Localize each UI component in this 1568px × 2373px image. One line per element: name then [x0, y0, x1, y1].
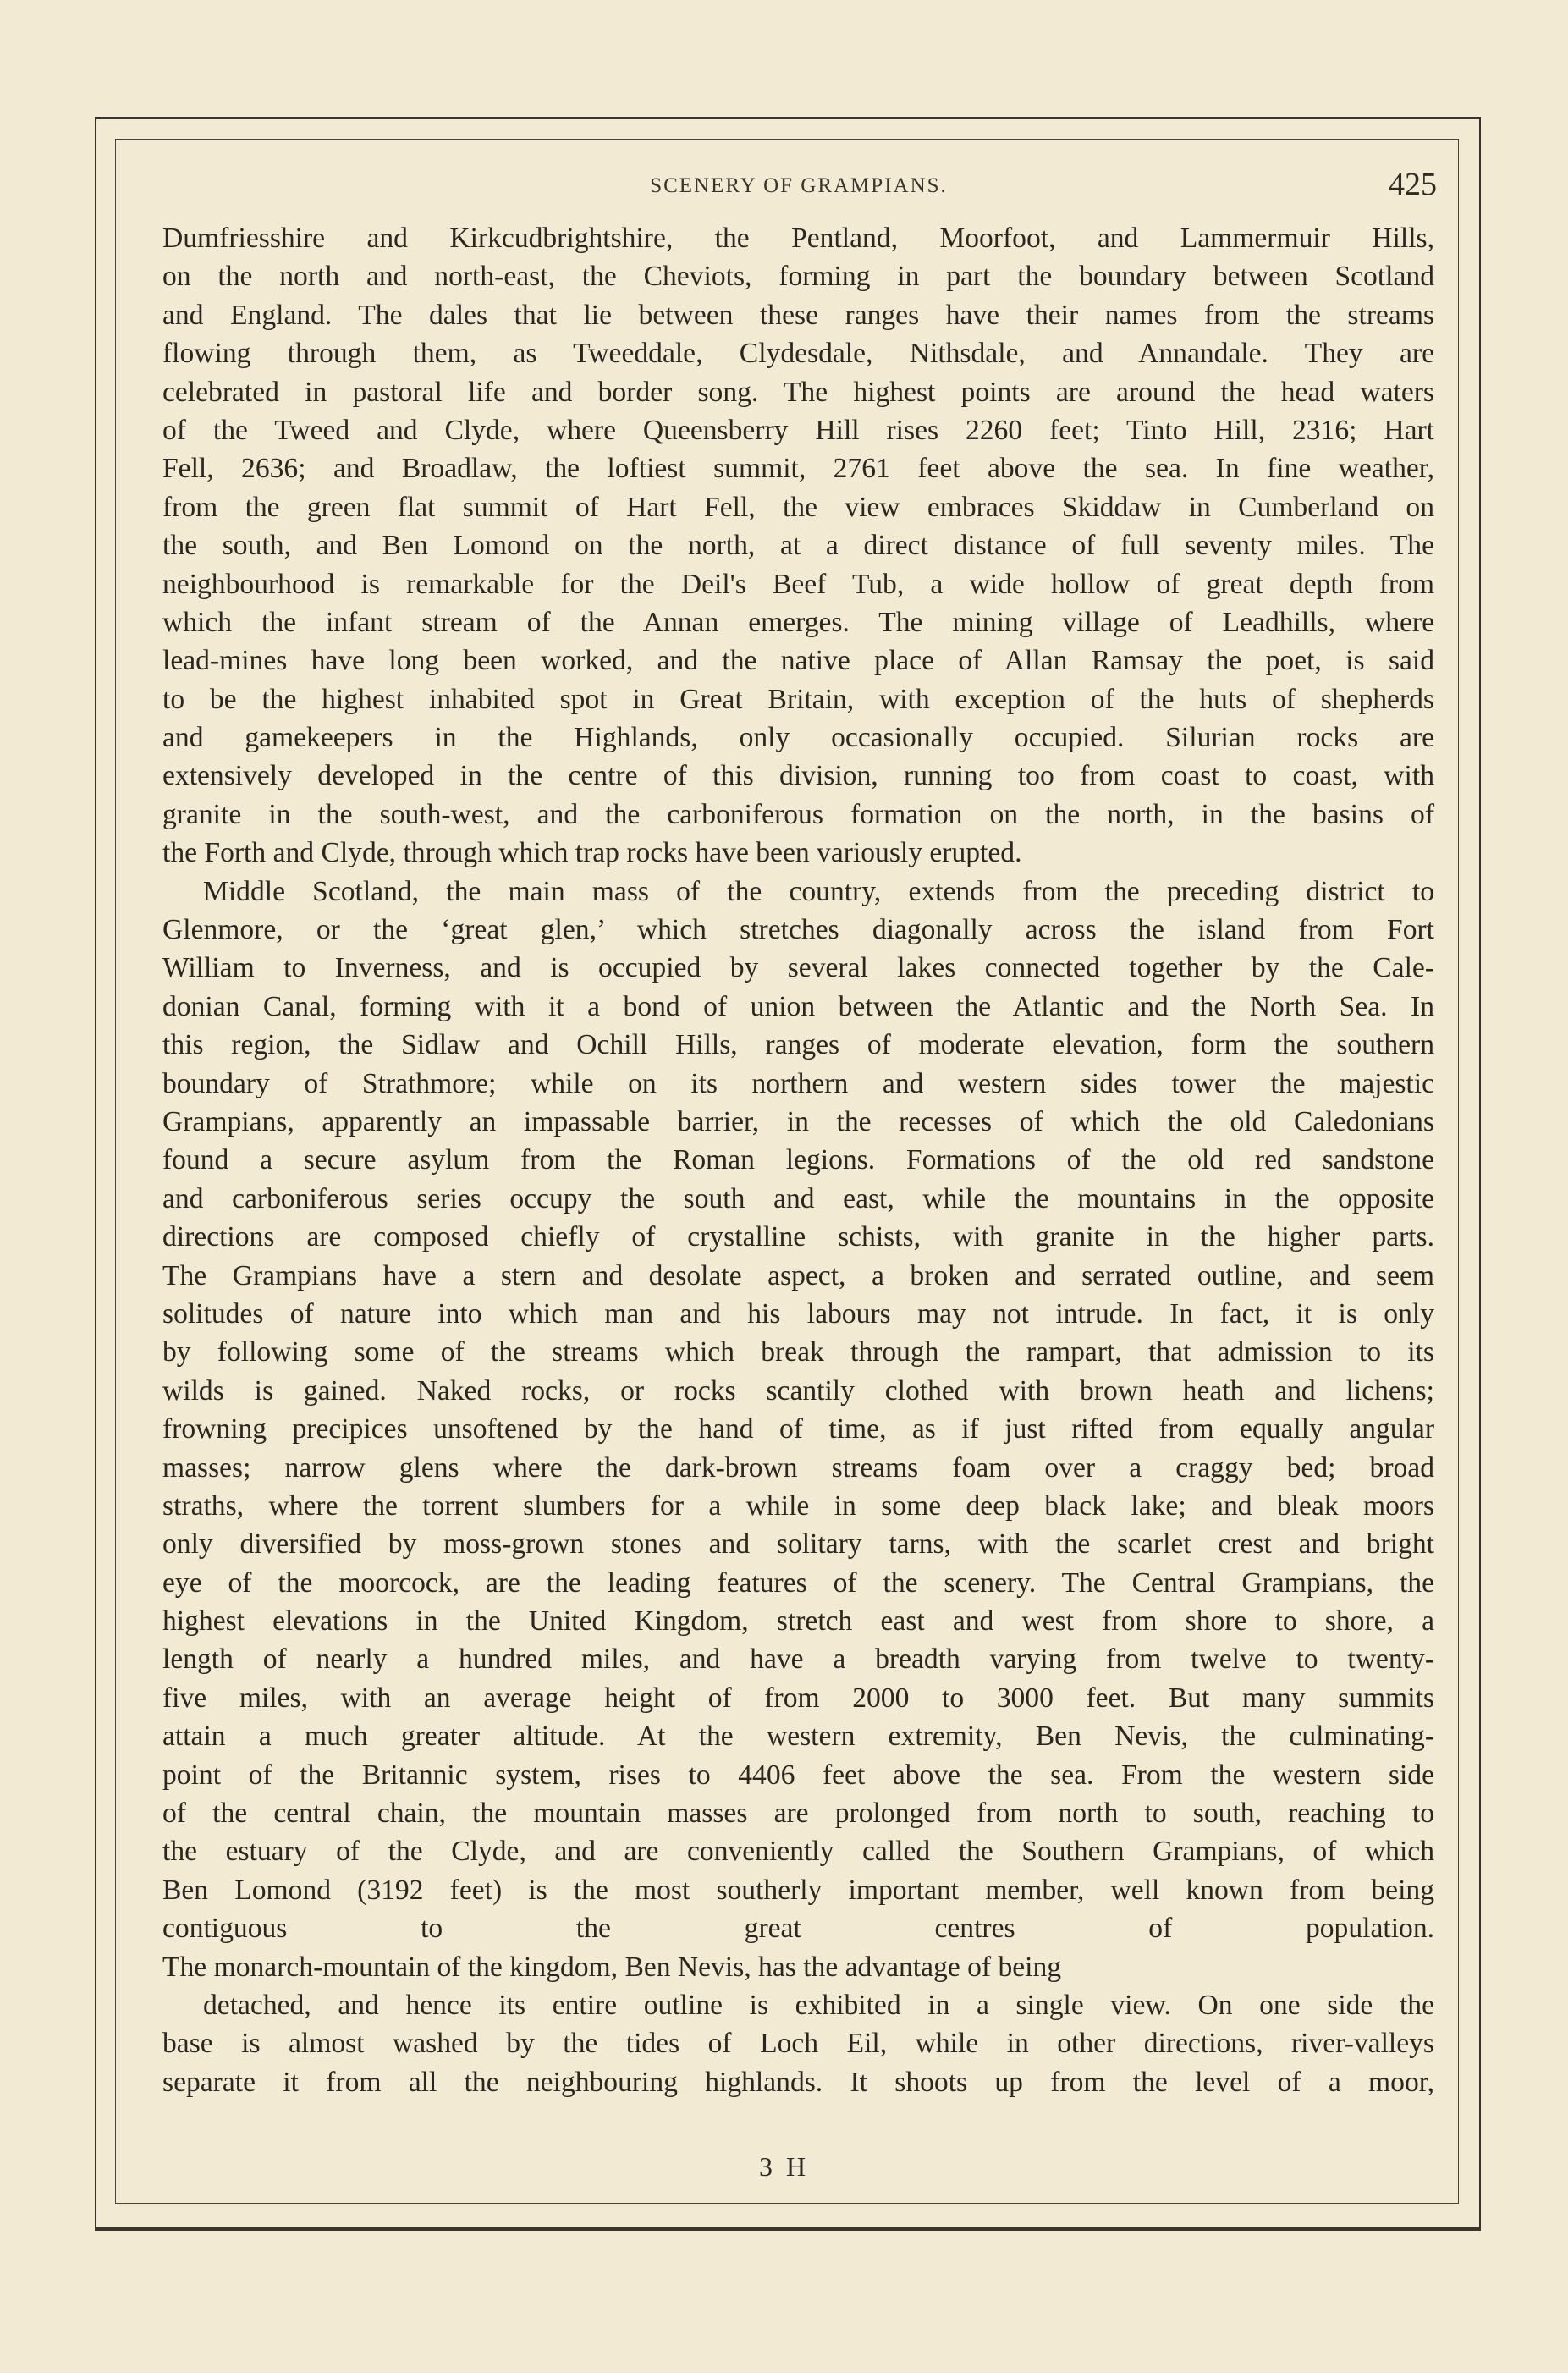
text-line: by following some of the streams which break through the rampart, that admission to its	[162, 1336, 1434, 1368]
text-line: the south, and Ben Lomond on the north, at a direct distance of full seventy miles. The	[162, 530, 1434, 562]
text-line: on the north and north-east, the Cheviots, forming in part the boundary between Scotland	[162, 261, 1434, 293]
text-line: and gamekeepers in the Highlands, only occasionally occupied. Silurian rocks are	[162, 722, 1434, 754]
text-line: to be the highest inhabited spot in Great Britain, with exception of the huts of shepherds	[162, 683, 1434, 715]
signature-mark: 3 H	[758, 2151, 810, 2182]
page-number: 425	[1389, 167, 1437, 202]
text-line: extensively developed in the centre of this division, running too from coast to coast, with	[162, 760, 1434, 792]
text-line: contiguous to the great centres of population.	[162, 1913, 1434, 1945]
text-line: eye of the moorcock, are the leading features of the scenery. The Central Grampians, the	[162, 1566, 1434, 1599]
text-line: Grampians, apparently an impassable barrier, in the recesses of which the old Caledonians	[162, 1105, 1434, 1137]
text-line: of the central chain, the mountain masses are prolonged from north to south, reaching to	[162, 1798, 1434, 1830]
paragraph-start-line: detached, and hence its entire outline is exhibited in a single view. On one side the	[203, 1989, 1434, 2021]
text-line: found a secure asylum from the Roman legions. Formations of the old red sandstone	[162, 1144, 1434, 1176]
text-line: lead-mines have long been worked, and the native place of Allan Ramsay the poet, is said	[162, 645, 1434, 677]
text-line: donian Canal, forming with it a bond of union between the Atlantic and the North Sea. In	[162, 990, 1434, 1022]
paragraph-end-line: The monarch-mountain of the kingdom, Ben Nevis, has the advantage of being	[162, 1951, 1062, 1983]
text-line: boundary of Strathmore; while on its northern and western sides tower the majestic	[162, 1067, 1434, 1099]
text-line: Dumfriesshire and Kirkcudbrightshire, the Pentland, Moorfoot, and Lammermuir Hills,	[162, 223, 1434, 254]
text-line: which the infant stream of the Annan emerges. The mining village of Leadhills, where	[162, 606, 1434, 638]
text-line: the estuary of the Clyde, and are conveniently called the Southern Grampians, of which	[162, 1836, 1434, 1868]
text-line: attain a much greater altitude. At the western extremity, Ben Nevis, the culminating-	[162, 1721, 1434, 1753]
text-line: masses; narrow glens where the dark-brown streams foam over a craggy bed; broad	[162, 1451, 1434, 1484]
text-line: length of nearly a hundred miles, and have a breadth varying from twelve to twenty-	[162, 1643, 1434, 1676]
paragraph-end-line: the Forth and Clyde, through which trap rocks have been variously erupted.	[162, 837, 1022, 869]
text-line: highest elevations in the United Kingdom, stretch east and west from shore to shore, a	[162, 1605, 1434, 1638]
text-line: of the Tweed and Clyde, where Queensberry Hill rises 2260 feet; Tinto Hill, 2316; Hart	[162, 414, 1434, 446]
text-line: separate it from all the neighbouring highlands. It shoots up from the level of a moor,	[162, 2066, 1434, 2098]
text-line: William to Inverness, and is occupied by several lakes connected together by the Cale-	[162, 952, 1434, 984]
text-line: Fell, 2636; and Broadlaw, the loftiest summit, 2761 feet above the sea. In fine weather,	[162, 453, 1434, 485]
text-line: frowning precipices unsoftened by the hand of time, as if just rifted from equally angular	[162, 1413, 1434, 1445]
text-line: point of the Britannic system, rises to 4406 feet above the sea. From the western side	[162, 1759, 1434, 1791]
text-line: from the green flat summit of Hart Fell, the view embraces Skiddaw in Cumberland on	[162, 491, 1434, 523]
body-text	[162, 219, 1434, 2140]
running-title: SCENERY OF GRAMPIANS.	[650, 174, 948, 197]
text-line: this region, the Sidlaw and Ochill Hills, ranges of moderate elevation, form the southern	[162, 1029, 1434, 1061]
text-line: celebrated in pastoral life and border song. The highest points are around the head waters	[162, 376, 1434, 408]
running-head	[161, 166, 1437, 208]
text-line: five miles, with an average height of from 2000 to 3000 feet. But many summits	[162, 1682, 1434, 1714]
text-line: Glenmore, or the ‘great glen,’ which stretches diagonally across the island from Fort	[162, 914, 1434, 946]
paragraph-start-line: Middle Scotland, the main mass of the country, extends from the preceding district to	[203, 875, 1434, 907]
text-line: Ben Lomond (3192 feet) is the most southerly important member, well known from being	[162, 1874, 1434, 1906]
text-line: only diversified by moss-grown stones and solitary tarns, with the scarlet crest and bright	[162, 1528, 1434, 1561]
text-line: granite in the south-west, and the carboniferous formation on the north, in the basins of	[162, 798, 1434, 830]
text-line: base is almost washed by the tides of Loch Eil, while in other directions, river-valleys	[162, 2028, 1434, 2060]
text-line: and England. The dales that lie between these ranges have their names from the streams	[162, 299, 1434, 331]
text-line: neighbourhood is remarkable for the Deil's Beef Tub, a wide hollow of great depth from	[162, 568, 1434, 600]
text-line	[162, 2101, 1434, 2139]
text-line: wilds is gained. Naked rocks, or rocks scantily clothed with brown heath and lichens;	[162, 1374, 1434, 1407]
text-line: and carboniferous series occupy the south and east, while the mountains in the opposite	[162, 1182, 1434, 1214]
text-line: directions are composed chiefly of crystalline schists, with granite in the higher parts.	[162, 1221, 1434, 1253]
text-line: The Grampians have a stern and desolate aspect, a broken and serrated outline, and seem	[162, 1259, 1434, 1291]
text-line: straths, where the torrent slumbers for a while in some deep black lake; and bleak moors	[162, 1489, 1434, 1522]
text-line: solitudes of nature into which man and his labours may not intrude. In fact, it is only	[162, 1297, 1434, 1330]
text-line: flowing through them, as Tweeddale, Clydesdale, Nithsdale, and Annandale. They are	[162, 338, 1434, 370]
